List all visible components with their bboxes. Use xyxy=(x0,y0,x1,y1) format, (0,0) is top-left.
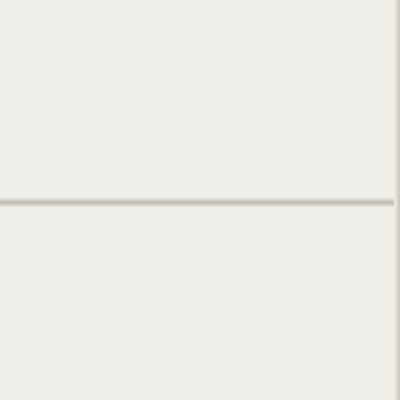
page-edge xyxy=(394,0,400,400)
page-bottom xyxy=(105,105,300,400)
page-bottom-body xyxy=(290,113,294,400)
